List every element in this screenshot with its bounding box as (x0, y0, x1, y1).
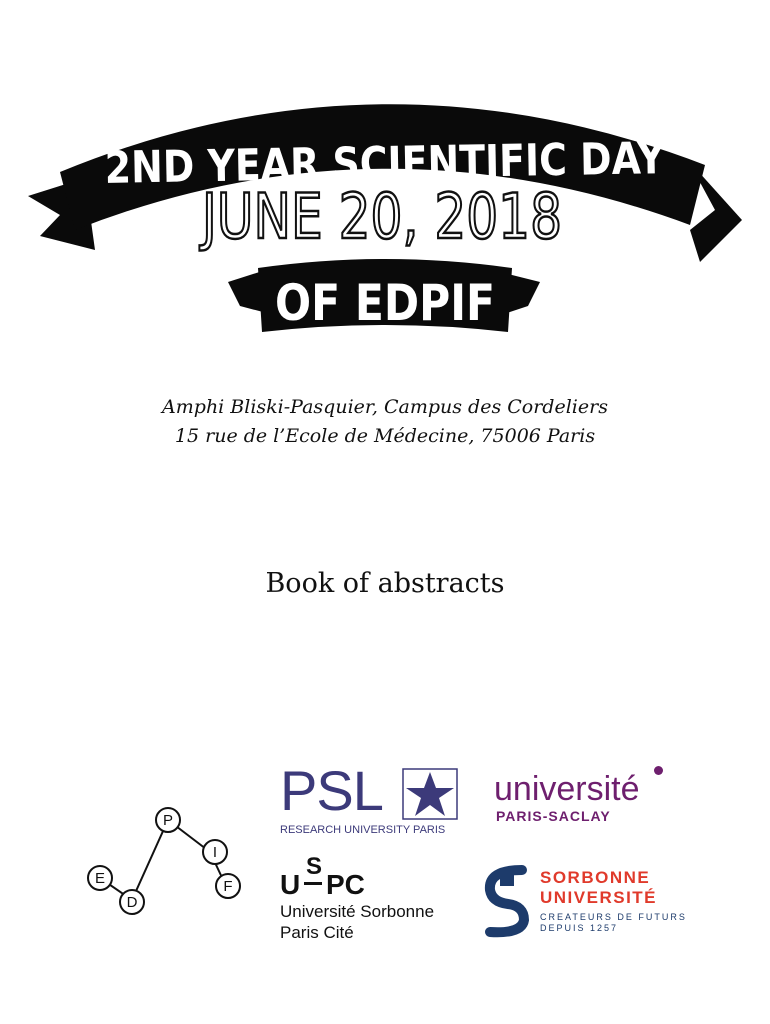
venue-line-2: 15 rue de l’Ecole de Médecine, 75006 Paris (174, 425, 596, 447)
sorbonne-logo (482, 862, 687, 940)
uspc-line-1: Université Sorbonne (280, 902, 435, 921)
paris-saclay-logo (494, 764, 674, 824)
sorbonne-tagline-1: CREATEURS DE FUTURS (540, 912, 687, 922)
psl-tagline: RESEARCH UNIVERSITY PARIS (280, 824, 446, 836)
edpif-letter-p: P (162, 812, 174, 829)
sorbonne-emblem-icon (482, 862, 532, 938)
edpif-letter-i: I (212, 844, 218, 861)
edpif-letter-e: E (94, 870, 106, 887)
event-date: JUNE 20, 2018 (198, 180, 562, 253)
sorbonne-tagline-2: DEPUIS 1257 (540, 923, 619, 933)
paris-saclay-tagline: PARIS-SACLAY (496, 808, 611, 824)
banner-title-line1: 2ND YEAR SCIENTIFIC DAY (104, 131, 756, 194)
sorbonne-line-2: UNIVERSITÉ (540, 888, 658, 907)
paris-saclay-name: université (494, 770, 640, 808)
svg-text:PC: PC (326, 869, 365, 898)
edpif-letter-f: F (223, 878, 233, 895)
svg-text:S: S (306, 853, 323, 880)
banner-title-line2: OF EDPIF (275, 274, 495, 332)
edpif-logo (80, 800, 250, 920)
star-icon (402, 768, 458, 820)
psl-logo (280, 759, 460, 840)
uspc-logo (280, 852, 470, 944)
uspc-line-2: Paris Cité (280, 923, 354, 942)
paris-saclay-dot-icon (654, 766, 663, 775)
uspc-mark (280, 852, 390, 898)
event-banner (0, 0, 770, 360)
edpif-letter-d: D (126, 894, 138, 911)
sorbonne-line-1: SORBONNE (540, 868, 651, 887)
document-subtitle: Book of abstracts (265, 568, 505, 599)
svg-text:U: U (280, 869, 301, 898)
venue-line-1: Amphi Bliski-Pasquier, Campus des Cordeliers (162, 396, 608, 418)
psl-name: PSL (280, 759, 383, 822)
